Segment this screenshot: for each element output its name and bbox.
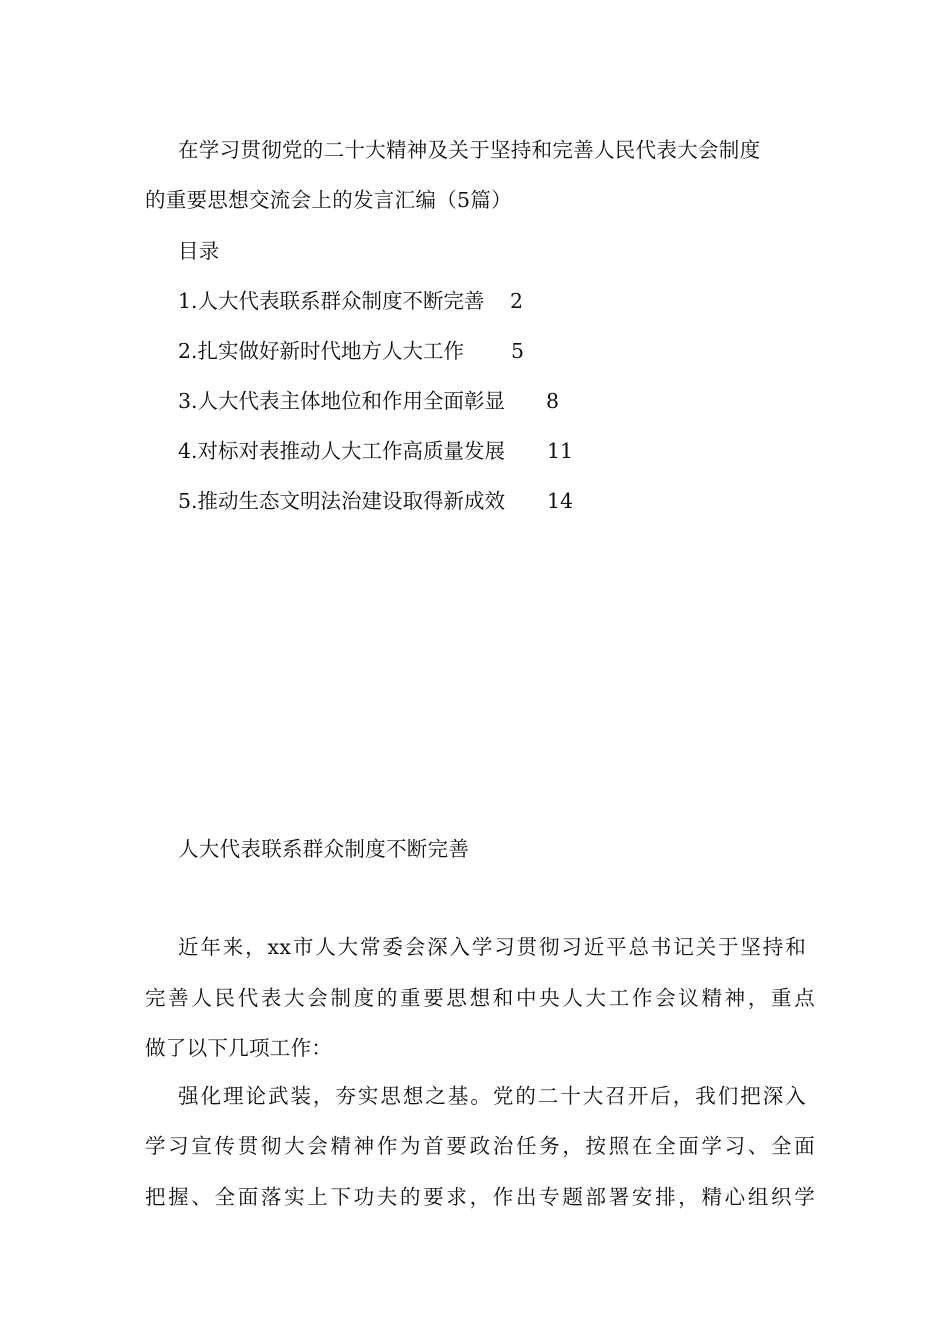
paragraph-line: 把握、全面落实上下功夫的要求，作出专题部署安排，精心组织学 (145, 1185, 815, 1209)
toc-item-label: 3.人大代表主体地位和作用全面彰显 (178, 389, 506, 413)
paragraph-line: 学习宣传贯彻大会精神作为首要政治任务，按照在全面学习、全面 (145, 1134, 815, 1158)
toc-item-page: 11 (547, 439, 574, 463)
section-title: 人大代表联系群众制度不断完善 (178, 837, 470, 861)
paragraph-line: 强化理论武装，夯实思想之基。党的二十大召开后，我们把深入 (178, 1084, 806, 1108)
toc-heading: 目录 (178, 239, 220, 263)
toc-item-label: 1.人大代表联系群众制度不断完善 (178, 289, 485, 313)
document-title-line-2: 的重要思想交流会上的发言汇编（5篇） (145, 188, 512, 212)
toc-item-page: 5 (511, 339, 525, 363)
toc-item-label: 5.推动生态文明法治建设取得新成效 (178, 489, 506, 513)
paragraph-line: 做了以下几项工作： (145, 1036, 333, 1060)
paragraph-line: 近年来，xx市人大常委会深入学习贯彻习近平总书记关于坚持和 (178, 935, 806, 959)
toc-item-page: 2 (510, 289, 524, 313)
document-title-line-1: 在学习贯彻党的二十大精神及关于坚持和完善人民代表大会制度 (178, 138, 761, 162)
paragraph-line: 完善人民代表大会制度的重要思想和中央人大工作会议精神，重点 (145, 986, 815, 1010)
toc-item-page: 8 (546, 389, 560, 413)
toc-item-label: 2.扎实做好新时代地方人大工作 (178, 339, 465, 363)
toc-item-label: 4.对标对表推动人大工作高质量发展 (178, 439, 506, 463)
toc-item-page: 14 (547, 489, 574, 513)
